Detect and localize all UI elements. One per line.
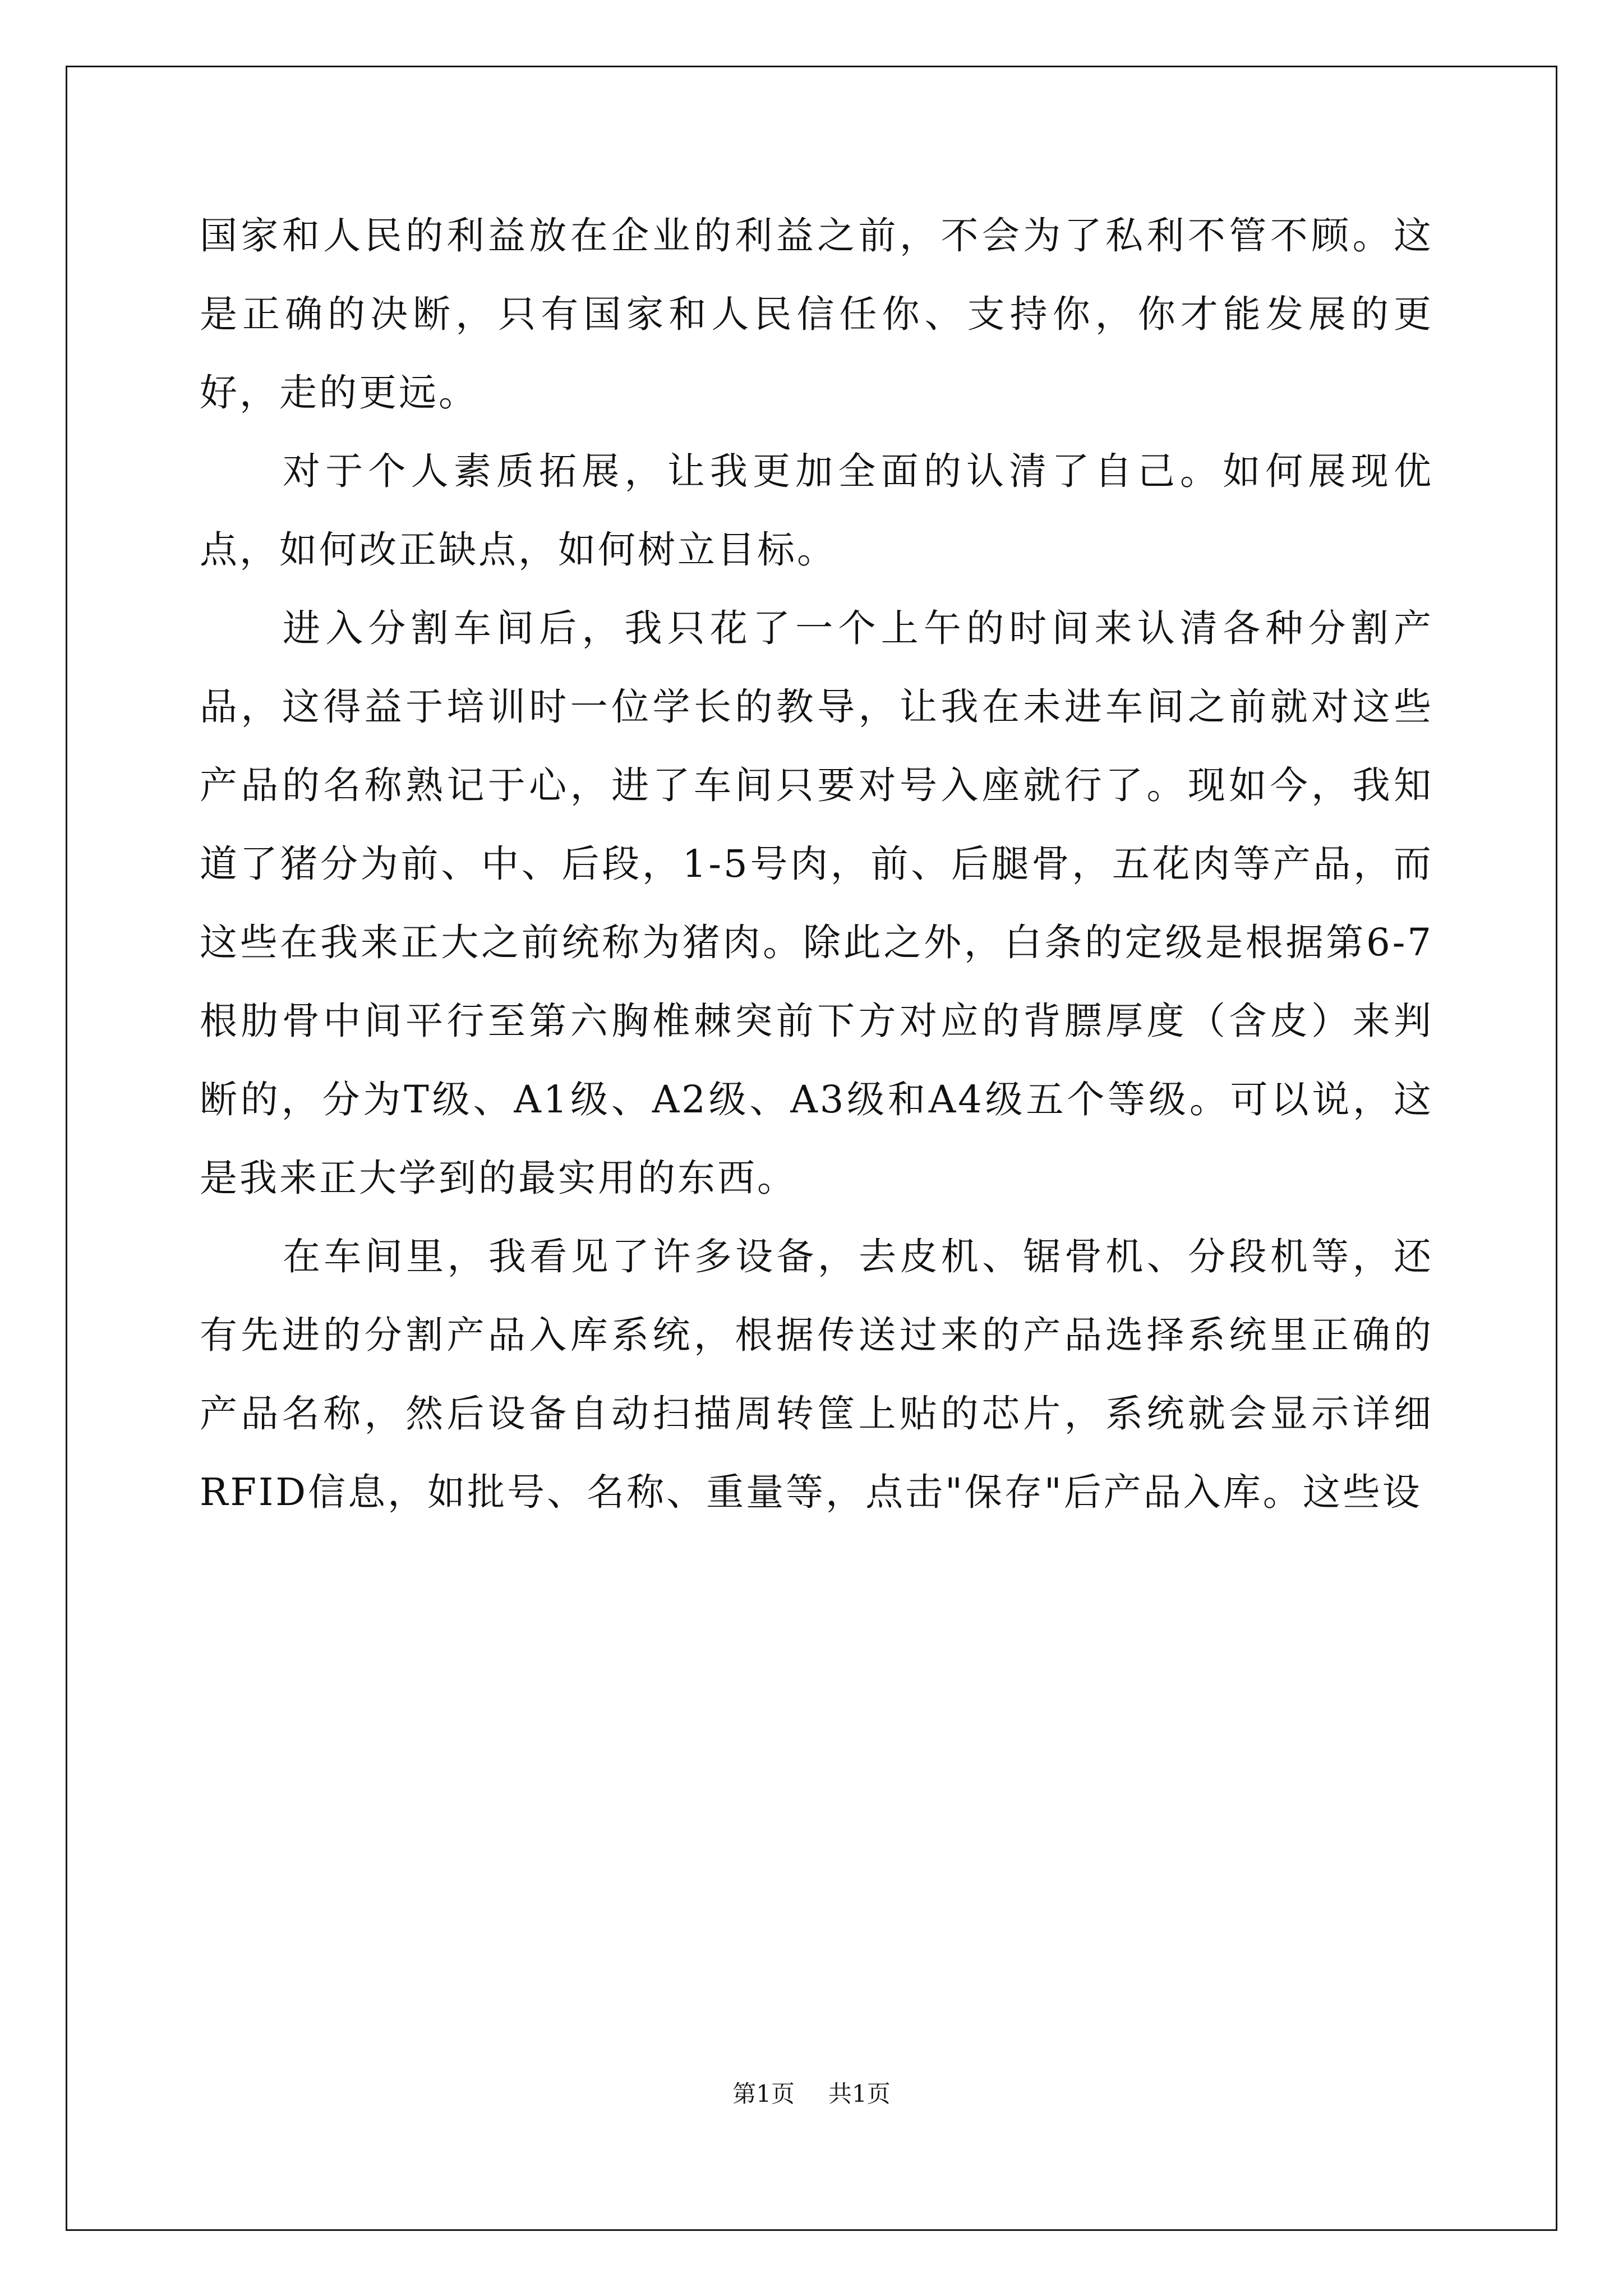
page-footer [0,2076,1623,2109]
paragraph-2: 对于个人素质拓展，让我更加全面的认清了自己。如何展现优点，如何改正缺点，如何树立目标。 [200,449,1433,572]
page-number: 第1页 [732,2080,795,2108]
paragraph-4: 在车间里，我看见了许多设备，去皮机、锯骨机、分段机等，还有先进的分割产品入库系统，根据传送过来的产品选择系统里正确的产品名称，然后设备自动扫描周转筐上贴的芯片，系统就会显示详细RFID信息，如批号、名称、重量等，点击"保存"后产品入库。这些设 [200,1235,1433,1514]
paragraph-1: 国家和人民的利益放在企业的利益之前，不会为了私利不管不顾。这是正确的决断，只有国家和人民信任你、支持你，你才能发展的更好，走的更远。 [200,214,1433,415]
page-total: 共1页 [828,2080,891,2108]
paragraph-3: 进入分割车间后，我只花了一个上午的时间来认清各种分割产品，这得益于培训时一位学长的教导，让我在未进车间之前就对这些产品的名称熟记于心，进了车间只要对号入座就行了。现如今，我知道了猪分为前、中、后段，1-5号肉，前、后腿骨，五花肉等产品，而这些在我来正大之前统称为猪肉。除此之外，白条的定级是根据第6-7根肋骨中间平行至第六胸椎棘突前下方对应的背膘厚度（含皮）来判断的，分为T级、A1级、A2级、A3级和A4级五个等级。可以说，这是我来正大学到的最实用的东西。 [200,606,1433,1200]
document-body [200,196,1433,1531]
